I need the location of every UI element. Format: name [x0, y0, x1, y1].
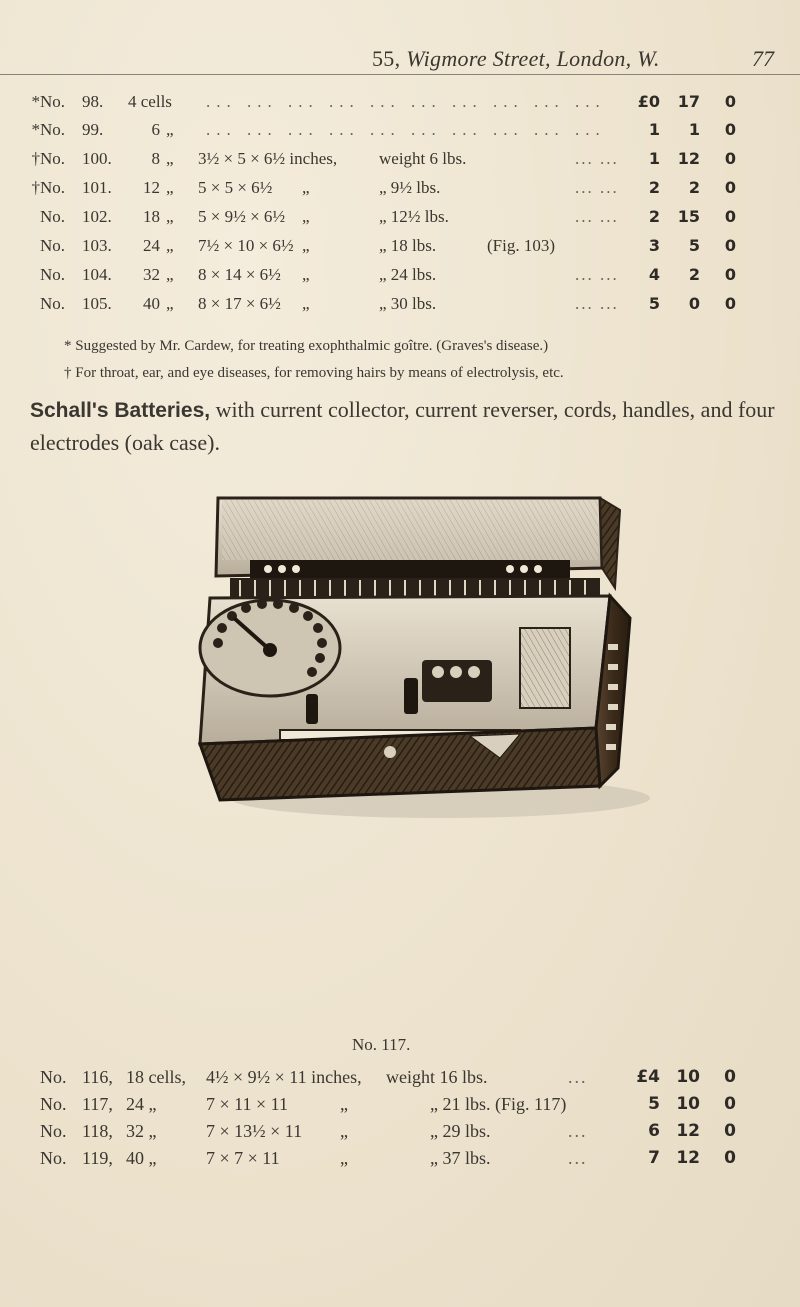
product-name: Schall's Batteries,: [30, 399, 211, 422]
table-row: No. 116, 18 cells, 4½ × 9½ × 11 inches, weight 16 lbs. ... £4 10 0: [40, 1067, 736, 1087]
running-header: [0, 44, 800, 75]
footnote-asterisk: * Suggested by Mr. Cardew, for treating exophthalmic goître. (Graves's disease.): [64, 338, 549, 354]
header-address: 55, Wigmore Street, London, W.: [372, 46, 660, 71]
table-row: † No. 100. 8 „ 3½ × 5 × 6½ inches, weight 6 lbs. ... ... 1 12 0: [31, 149, 736, 168]
table-row: No. 103. 24 „ 7½ × 10 × 6½ „ „ 18 lbs. (Fig. 103) 3 5 0: [40, 236, 736, 255]
table-row: * No. 99. 6 „ ... ... ... ... ... ... ... ... ... ... 1 1 0: [31, 120, 736, 139]
description-paragraph: Schall's Batteries, with current collector, current reverser, cords, handles, and four electrodes (oak case).: [30, 397, 775, 455]
table-row: † No. 101. 12 „ 5 × 5 × 6½ „ „ 9½ lbs. ... ... 2 2 0: [31, 178, 736, 197]
battery-illustration: [160, 468, 660, 820]
table-row: No. 104. 32 „ 8 × 14 × 6½ „ „ 24 lbs. ... ... 4 2 0: [40, 265, 736, 284]
table-row: No. 119, 40 „ 7 × 7 × 11 „ „ 37 lbs. ... 7 12 0: [40, 1148, 736, 1168]
table-row: * No. 98. 4 cells ... ... ... ... ... ... ... ... ... ... £0 17 0: [31, 92, 736, 111]
table-row: No. 118, 32 „ 7 × 13½ × 11 „ „ 29 lbs. ... 6 12 0: [40, 1121, 736, 1141]
page-number: 77: [752, 46, 774, 71]
table-row: No. 105. 40 „ 8 × 17 × 6½ „ „ 30 lbs. ... ... 5 0 0: [40, 294, 736, 313]
battery-case-image: [160, 468, 660, 820]
footnote-dagger: † For throat, ear, and eye diseases, for removing hairs by means of electrolysis, etc.: [64, 365, 564, 381]
figure-caption: No. 117.: [352, 1035, 411, 1054]
table-row: No. 102. 18 „ 5 × 9½ × 6½ „ „ 12½ lbs. ... ... 2 15 0: [40, 207, 736, 226]
table-row: No. 117, 24 „ 7 × 11 × 11 „ „ 21 lbs. (Fig. 117) 5 10 0: [40, 1094, 736, 1114]
